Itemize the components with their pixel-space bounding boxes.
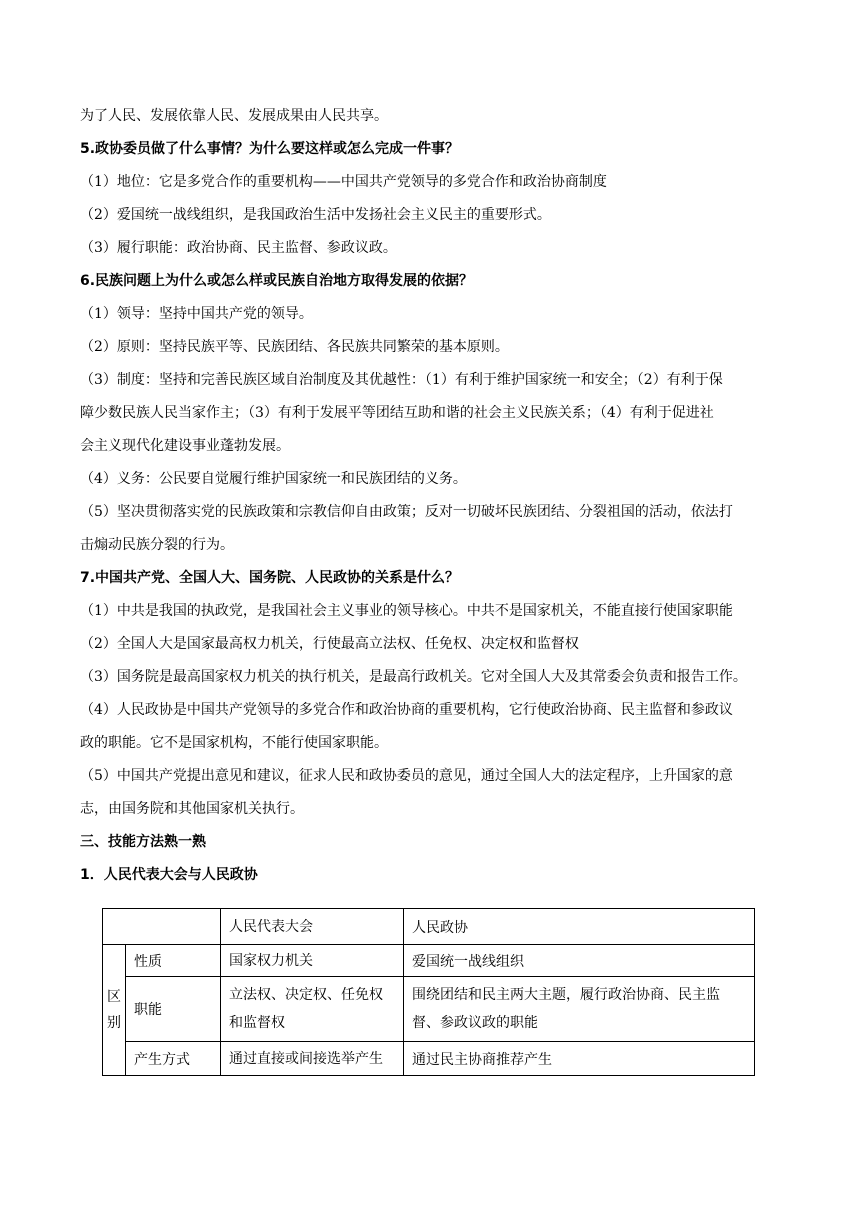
npc-cell: 通过直接或间接选举产生 xyxy=(221,1042,404,1076)
row-label: 产生方式 xyxy=(126,1042,221,1076)
text-line: 为了人民、发展依靠人民、发展成果由人民共享。 xyxy=(80,108,388,124)
row-label: 职能 xyxy=(126,977,221,1042)
table-caption: 1．人民代表大会与人民政协 xyxy=(80,867,258,883)
text-line: （3）履行职能：政治协商、民主监督、参政议政。 xyxy=(80,240,397,256)
npc-cell: 立法权、决定权、任免权和监督权 xyxy=(221,977,404,1042)
text-line: （2）爱国统一战线组织，是我国政治生活中发扬社会主义民主的重要形式。 xyxy=(80,207,551,223)
document-body xyxy=(80,100,780,892)
category-cell: 区别 xyxy=(103,945,126,1076)
text-line: （2）全国人大是国家最高权力机关，行使最高立法权、任免权、决定权和监督权 xyxy=(80,636,579,652)
table-row xyxy=(103,977,755,1042)
header-npc: 人民代表大会 xyxy=(221,909,404,945)
header-cppcc: 人民政协 xyxy=(404,909,755,945)
text-line: （2）原则：坚持民族平等、民族团结、各民族共同繁荣的基本原则。 xyxy=(80,339,509,355)
text-line: （3）国务院是最高国家权力机关的执行机关，是最高行政机关。它对全国人大及其常委会负责和报告工作。 xyxy=(80,669,747,685)
text-line: （1）中共是我国的执政党，是我国社会主义事业的领导核心。中共不是国家机关，不能直接行使国家职能 xyxy=(80,603,733,619)
question-heading-7: 7.中国共产党、全国人大、国务院、人民政协的关系是什么？ xyxy=(80,570,460,586)
cppcc-cell: 围绕团结和民主两大主题，履行政治协商、民主监督、参政议政的职能 xyxy=(404,977,755,1042)
text-line: （4）义务：公民要自觉履行维护国家统一和民族团结的义务。 xyxy=(80,471,467,487)
section-heading: 三、技能方法熟一熟 xyxy=(80,834,206,850)
text-line: （1）领导：坚持中国共产党的领导。 xyxy=(80,306,313,322)
text-line: （1）地位：它是多党合作的重要机构——中国共产党领导的多党合作和政治协商制度 xyxy=(80,174,607,190)
row-label: 性质 xyxy=(126,945,221,977)
cppcc-cell: 通过民主协商推荐产生 xyxy=(404,1042,755,1076)
comparison-table xyxy=(102,908,755,1076)
npc-cell: 国家权力机关 xyxy=(221,945,404,977)
text-line: （3）制度：坚持和完善民族区域自治制度及其优越性：（1）有利于维护国家统一和安全；（2）有利于保 xyxy=(80,372,723,388)
table-row xyxy=(103,1042,755,1076)
text-line: 击煽动民族分裂的行为。 xyxy=(80,537,234,553)
text-line: （5）中国共产党提出意见和建议，征求人民和政协委员的意见，通过全国人大的法定程序，上升国家的意 xyxy=(80,768,733,784)
text-line: （4）人民政协是中国共产党领导的多党合作和政治协商的重要机构，它行使政治协商、民主监督和参政议 xyxy=(80,702,733,718)
table-row xyxy=(103,945,755,977)
text-line: （5）坚决贯彻落实党的民族政策和宗教信仰自由政策；反对一切破坏民族团结、分裂祖国的活动，依法打 xyxy=(80,504,733,520)
table-header-row xyxy=(103,909,755,945)
text-line: 会主义现代化建设事业蓬勃发展。 xyxy=(80,438,290,454)
question-heading-5: 5.政协委员做了什么事情？为什么要这样或怎么完成一件事？ xyxy=(80,141,460,157)
text-line: 志，由国务院和其他国家机关执行。 xyxy=(80,801,304,817)
question-heading-6: 6.民族问题上为什么或怎么样或民族自治地方取得发展的依据？ xyxy=(80,273,474,289)
text-line: 政的职能。它不是国家机构，不能行使国家职能。 xyxy=(80,735,388,751)
table-corner-cell xyxy=(103,909,221,945)
text-line: 障少数民族人民当家作主；（3）有利于发展平等团结互助和谐的社会主义民族关系；（4）有利于促进社 xyxy=(80,405,714,421)
cppcc-cell: 爱国统一战线组织 xyxy=(404,945,755,977)
